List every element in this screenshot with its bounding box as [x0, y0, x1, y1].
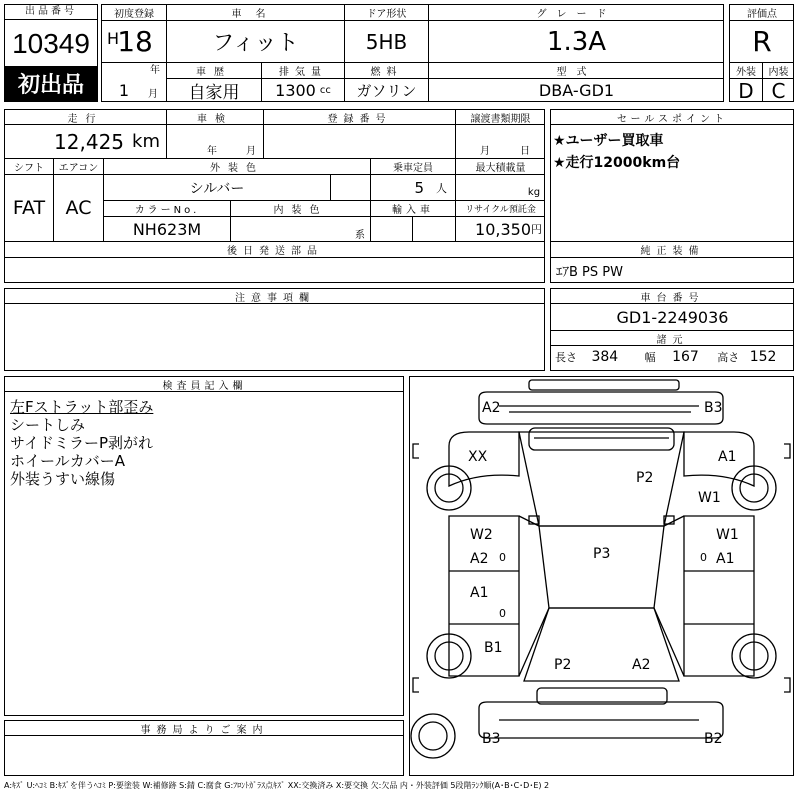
exterior-score-label: 外装 [736, 67, 756, 78]
mileage-value: 12,425 [54, 129, 125, 154]
inspection-year-unit: 年 [207, 145, 217, 157]
car-name-label: 車名 [231, 9, 280, 20]
month-unit: 月 [148, 88, 158, 100]
mileage-unit: km [132, 131, 160, 152]
year-unit: 年 [150, 64, 160, 76]
width-value: 167 [672, 349, 699, 365]
exterior-color: シルバー [189, 180, 245, 197]
displacement [262, 79, 344, 102]
mark-w1-rf: W1 [698, 490, 721, 506]
front-bumper [479, 392, 723, 424]
shift-label: シフト [14, 163, 44, 174]
mark-w2-l: W2 [470, 527, 493, 543]
ac-label: エアコン [58, 163, 99, 174]
car-name: フィット [212, 31, 299, 56]
inspection-month-unit: 月 [246, 145, 256, 157]
door-label: ドア形状 [366, 9, 407, 20]
height-value: 152 [749, 349, 777, 365]
fuel: ガソリン [356, 82, 417, 100]
grade-label: グレード [536, 9, 617, 20]
fuel-label: 燃料 [370, 67, 403, 78]
exterior-score: D [738, 78, 754, 103]
ac: AC [65, 197, 92, 219]
later-parts-label: 後日発送部品 [227, 246, 323, 257]
mark-zero: 0 [499, 551, 506, 564]
sales-point-item: ★走行12000km台 [553, 155, 681, 171]
inspector-line: 左Fストラット部歪み [10, 398, 154, 416]
roof [539, 526, 664, 608]
door-type: 5HB [365, 29, 408, 54]
inspector-label: 検査員記入欄 [162, 380, 247, 392]
lot-number: 10349 [12, 28, 90, 59]
model-label: 型式 [556, 67, 597, 78]
recycle [456, 217, 545, 241]
mileage [5, 125, 166, 158]
inspector-line: シートしみ [10, 416, 86, 434]
interior-score-label: 内装 [768, 67, 789, 78]
mark-b2-rear: B2 [704, 731, 723, 747]
interior-score: C [771, 78, 786, 103]
mark-a2-front: A2 [482, 400, 501, 416]
registration-label: 登録番号 [327, 113, 392, 125]
max-load-label: 最大積載量 [475, 163, 526, 174]
chassis-label: 車台番号 [640, 292, 705, 304]
reg-year: 18 [117, 24, 153, 58]
displacement-unit: cc [319, 85, 331, 96]
mark-zero: 0 [499, 607, 506, 620]
history-label: 車歴 [196, 67, 232, 78]
score: R [752, 25, 772, 58]
recycle-value: 10,350 [475, 219, 531, 239]
front-bumper-top [529, 380, 679, 390]
width-label: 幅 [644, 351, 656, 364]
mark-b3-rear: B3 [482, 731, 501, 747]
interior-color-label: 内装色 [273, 205, 328, 216]
mark-b1-lr: B1 [484, 640, 503, 656]
inspector-line: ホイールカバーA [10, 452, 125, 470]
grade: 1.3A [546, 26, 607, 57]
mark-a1-r: A1 [716, 551, 735, 567]
length-value: 384 [591, 349, 619, 365]
sales-points-label: セールスポイント [616, 113, 729, 125]
transfer-day-unit: 日 [520, 145, 530, 157]
import-label: 輸入車 [392, 205, 434, 216]
score-label: 評価点 [747, 9, 777, 20]
exterior-color-label: 外装色 [210, 163, 264, 174]
footer-legend: A:ｷｽﾞ U:ﾍｺﾐ B:ｷｽﾞを伴うﾍｺﾐ P:要塗装 W:補修跡 S:錆 C:腐食 G:ﾌﾛﾝﾄｶﾞﾗｽ点ｷｽﾞ XX:交換済み X:要交換 欠:欠品 内・外装評価 5段階ﾗﾝｸ順(A･B･C･D･E) 2 [4, 781, 550, 790]
mark-a2-rear: A2 [632, 657, 651, 673]
color-no: NH623M [132, 219, 202, 239]
front-glass [529, 428, 674, 450]
transfer-month-unit: 月 [480, 145, 490, 157]
recycle-unit: 円 [531, 223, 542, 236]
mark-p3-roof: P3 [593, 546, 611, 562]
mark-xx: XX [468, 449, 488, 465]
inspector-line: 外装うすい線傷 [10, 470, 116, 488]
chassis-number: GD1-2249036 [616, 307, 729, 327]
hood [519, 432, 684, 526]
capacity [371, 175, 455, 200]
mark-a1-l2: A1 [470, 585, 489, 601]
capacity-value: 5 [414, 178, 424, 197]
sales-point-item: ★ユーザー買取車 [553, 133, 664, 149]
color-no-label: カラーNo. [134, 205, 200, 216]
first-reg-label: 初度登録 [114, 9, 154, 20]
lot-number-label: 出品番号 [5, 5, 97, 20]
reg-month: 1 [118, 80, 130, 100]
rear-hatch [524, 608, 679, 681]
mark-a1-rf: A1 [718, 449, 737, 465]
first-listing-badge: 初出品 [5, 66, 97, 101]
recycle-label: リサイクル預託金 [465, 205, 536, 215]
car-diagram [409, 376, 794, 776]
mark-p2-rear: P2 [554, 657, 572, 673]
inspector-line: サイドミラーP剥がれ [10, 434, 153, 452]
capacity-label: 乗車定員 [393, 163, 433, 174]
era: H [106, 28, 120, 48]
equipment-value: ｴｱB PS PW [556, 265, 623, 280]
shift: FAT [12, 197, 46, 219]
history: 自家用 [188, 83, 240, 103]
height-label: 高さ [717, 351, 740, 364]
mark-p2-hood: P2 [636, 470, 654, 486]
interior-color-unit: 系 [355, 229, 365, 241]
mileage-label: 走行 [67, 113, 104, 125]
specs-row [555, 349, 791, 369]
notes-label: 注意事項欄 [235, 292, 315, 304]
length-label: 長さ [555, 351, 577, 364]
mark-b3-front: B3 [704, 400, 723, 416]
capacity-unit: 人 [436, 181, 447, 195]
spare-wheel [411, 714, 455, 758]
model: DBA-GD1 [538, 81, 615, 100]
displacement-value: 1300 [275, 81, 316, 100]
mark-w1-r: W1 [716, 527, 739, 543]
displacement-label: 排気量 [279, 67, 327, 78]
transfer-label: 譲渡書類期限 [470, 113, 531, 125]
mark-zero: 0 [700, 551, 707, 564]
office-label: 事務局よりご案内 [140, 724, 269, 736]
specs-label: 諸元 [656, 334, 689, 346]
equipment-label: 純正装備 [640, 246, 705, 257]
inspection-label: 車検 [197, 113, 233, 125]
mark-a2-l: A2 [470, 551, 489, 567]
max-load-unit: kg [527, 186, 541, 198]
